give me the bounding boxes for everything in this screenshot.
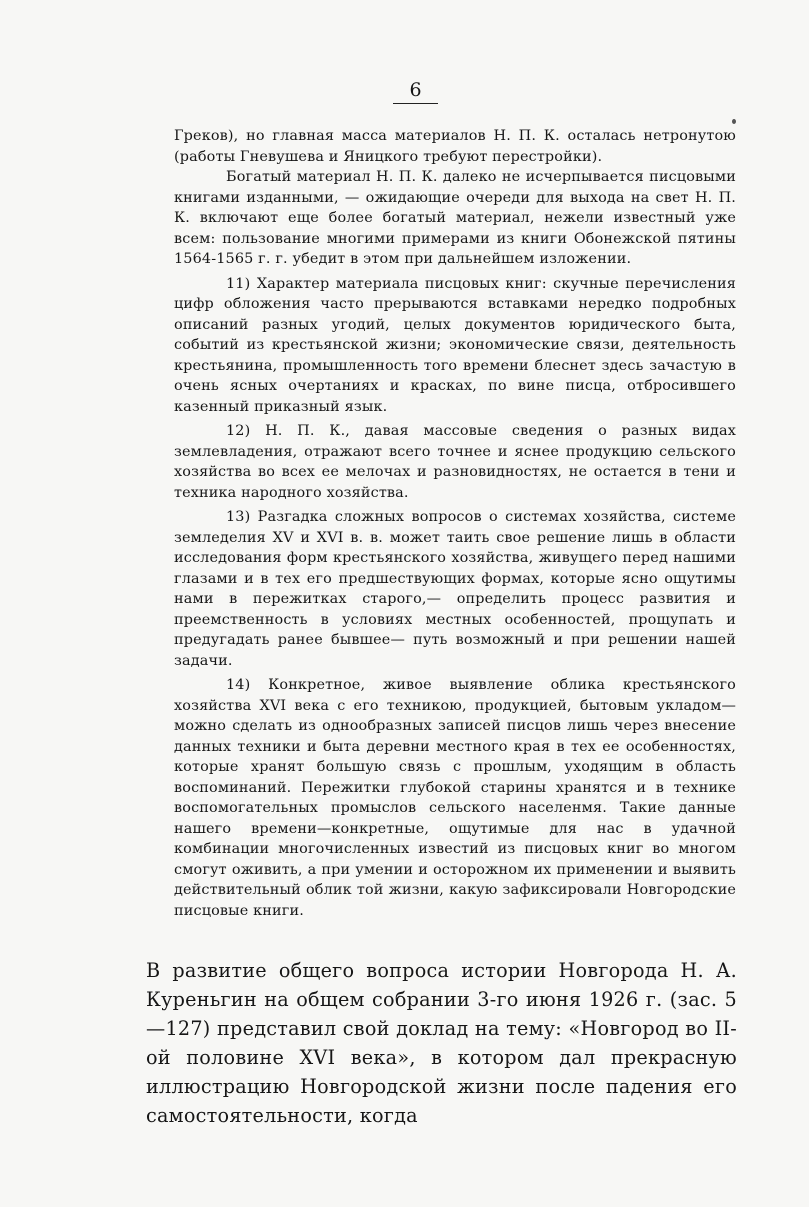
large-type-section (146, 956, 737, 1130)
scan-speck (732, 119, 736, 124)
page-number: 6 (409, 79, 422, 101)
closing-paragraph: В развитие общего вопроса истории Новгорода Н. А. Куреньгин на общем собрании 3-го июня 1926 г. (зас. 5—127) представил свой доклад на тему: «Новгород во II-ой половине XVI века», в котором дал прекрасную иллюстрацию Новгородской жизни после падения его самостоятельности, когда (146, 959, 737, 1127)
page-number-block (393, 78, 438, 104)
paragraph-rich-material: Богатый материал Н. П. К. далеко не исчерпывается писцовыми книгами изданными, — ожидающие очереди для выхода на свет Н. П. К. включают еще более богатый материал, нежели известный уже всем: пользование многими примерами из книги Обонежской пятины 1564-1565 г. г. убедит в этом при дальнейшем изложении. (174, 169, 736, 267)
small-type-section (174, 126, 736, 921)
paragraph-continuation: Греков), но главная масса материалов Н. П. К. осталась нетронутою (работы Гневушева и Яницкого требуют перестройки). (174, 128, 736, 165)
page-number-underline (393, 103, 438, 104)
paragraph-point-13: 13) Разгадка сложных вопросов о системах хозяйства, системе земледелия XV и XVI в. в. может таить свое решение лишь в области исследования форм крестьянского хозяйства, живущего перед нашими глазами и в тех его предшествующих формах, которые ясно ощутимы нами в пережитках старого,— определить процесс развития и преемственность в условиях местных особенностей, прощупать и предугадать ранее бывшее— путь возможный и при решении нашей задачи. (174, 509, 736, 669)
paragraph-point-11: 11) Характер материала писцовых книг: скучные перечисления цифр обложения часто прерываются вставками нередко подробных описаний разных угодий, целых документов юридического быта, событий из крестьянской жизни; экономические связи, деятельность крестьянина, промышленность того времени блеснет здесь зачастую в очень ясных очертаниях и красках, по вине писца, отбросившего казенный приказный язык. (174, 275, 736, 415)
paragraph-point-12: 12) Н. П. К., давая массовые сведения о разных видах землевладения, отражают всего точнее и яснее продукцию сельского хозяйства во всех ее мелочах и разновидностях, не остается в тени и техника народного хозяйства. (174, 423, 736, 501)
paragraph-point-14: 14) Конкретное, живое выявление облика крестьянского хозяйства XVI века с его техникою, продукцией, бытовым укладом—можно сделать из однообразных записей писцов лишь через внесение данных техники и быта деревни местного края в тех ее особенностях, которые хранят большую связь с прошлым, уходящим в область воспоминаний. Пережитки глубокой старины хранятся и в технике воспомогательных промыслов сельского населенмя. Такие данные нашего времени—конкретные, ощутимые для нас в удачной комбинации многочисленных известий из писцовых книг во многом смогут оживить, а при умении и осторожном их применении и выявить действительный облик той жизни, какую зафиксировали Новгородские писцовые книги. (174, 677, 736, 919)
